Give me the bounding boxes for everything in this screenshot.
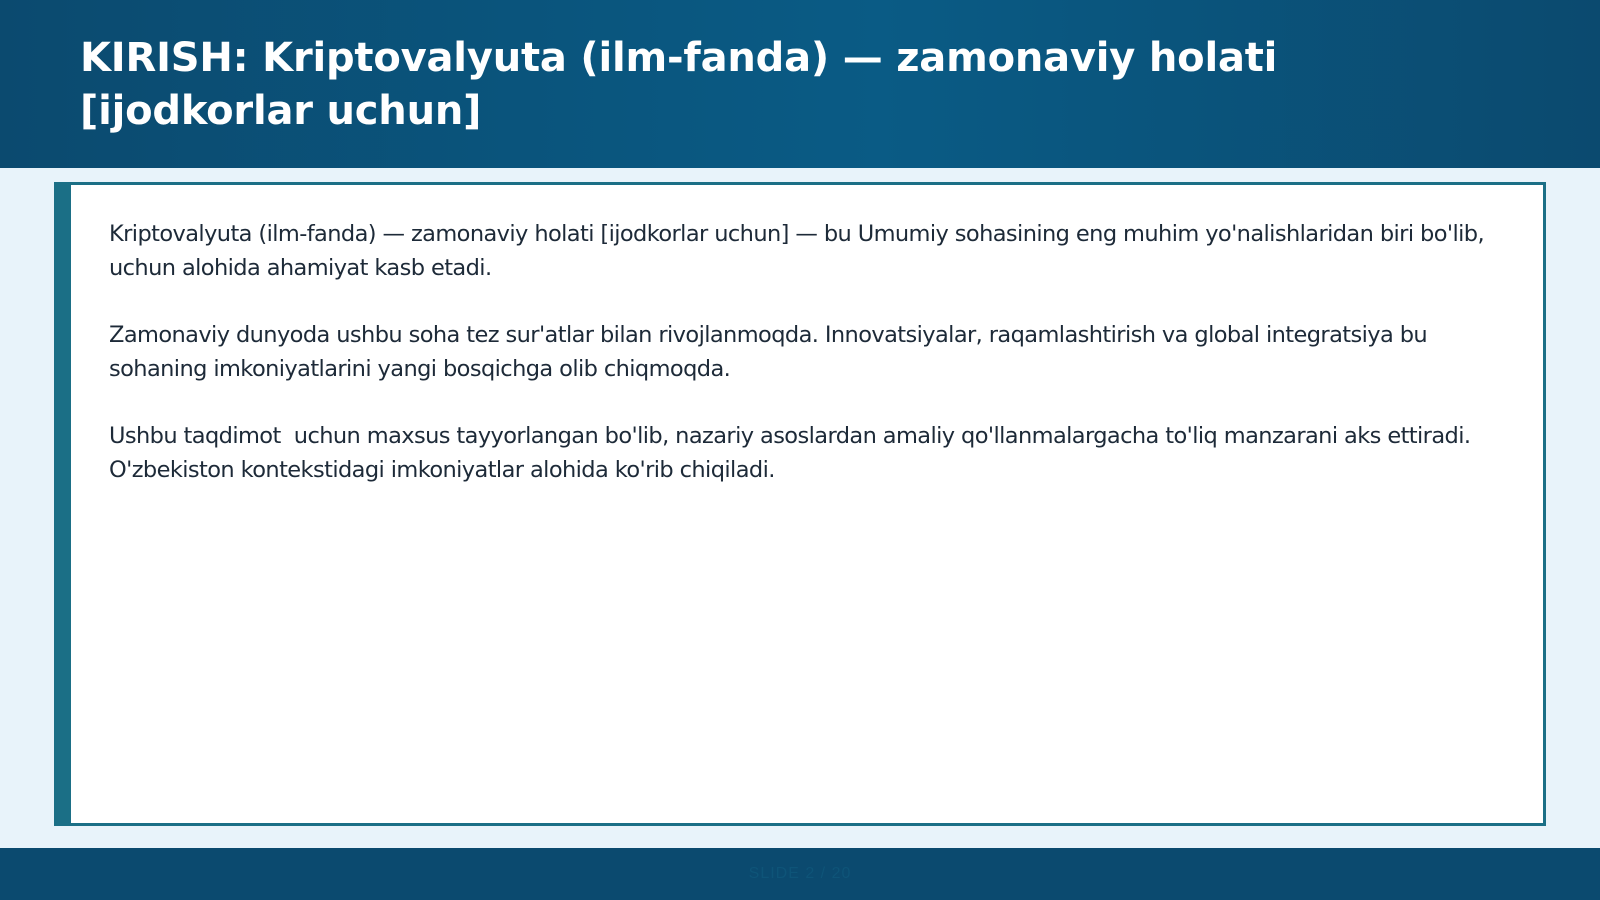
development-paragraph: Zamonaviy dunyoda ushbu soha tez sur'atlar bilan rivojlanmoqda. Innovatsiyalar, raqamlashtirish va global integratsiya bu sohaning imkoniyatlarini yangi bosqichga olib chiqmoqda. — [109, 322, 1434, 382]
slide-counter: SLIDE 2 / 20 — [748, 865, 852, 882]
content-card — [54, 182, 1546, 826]
slide-footer — [0, 848, 1600, 900]
slide-title: KIRISH: Kriptovalyuta (ilm-fanda) — zamonaviy holati [ijodkorlar uchun] — [80, 35, 1278, 134]
slide-header — [0, 0, 1600, 168]
intro-paragraph: Kriptovalyuta (ilm-fanda) — zamonaviy holati [ijodkorlar uchun] — bu Umumiy sohasining eng muhim yo'nalishlaridan biri bo'lib, uchun alohida ahamiyat kasb etadi. — [109, 221, 1498, 281]
presentation-paragraph: Ushbu taqdimot uchun maxsus tayyorlangan bo'lib, nazariy asoslardan amaliy qo'llanmalargacha to'liq manzarani aks ettiradi. O'zbekiston kontekstidagi imkoniyatlar alohida ko'rib chiqiladi. — [109, 423, 1477, 483]
